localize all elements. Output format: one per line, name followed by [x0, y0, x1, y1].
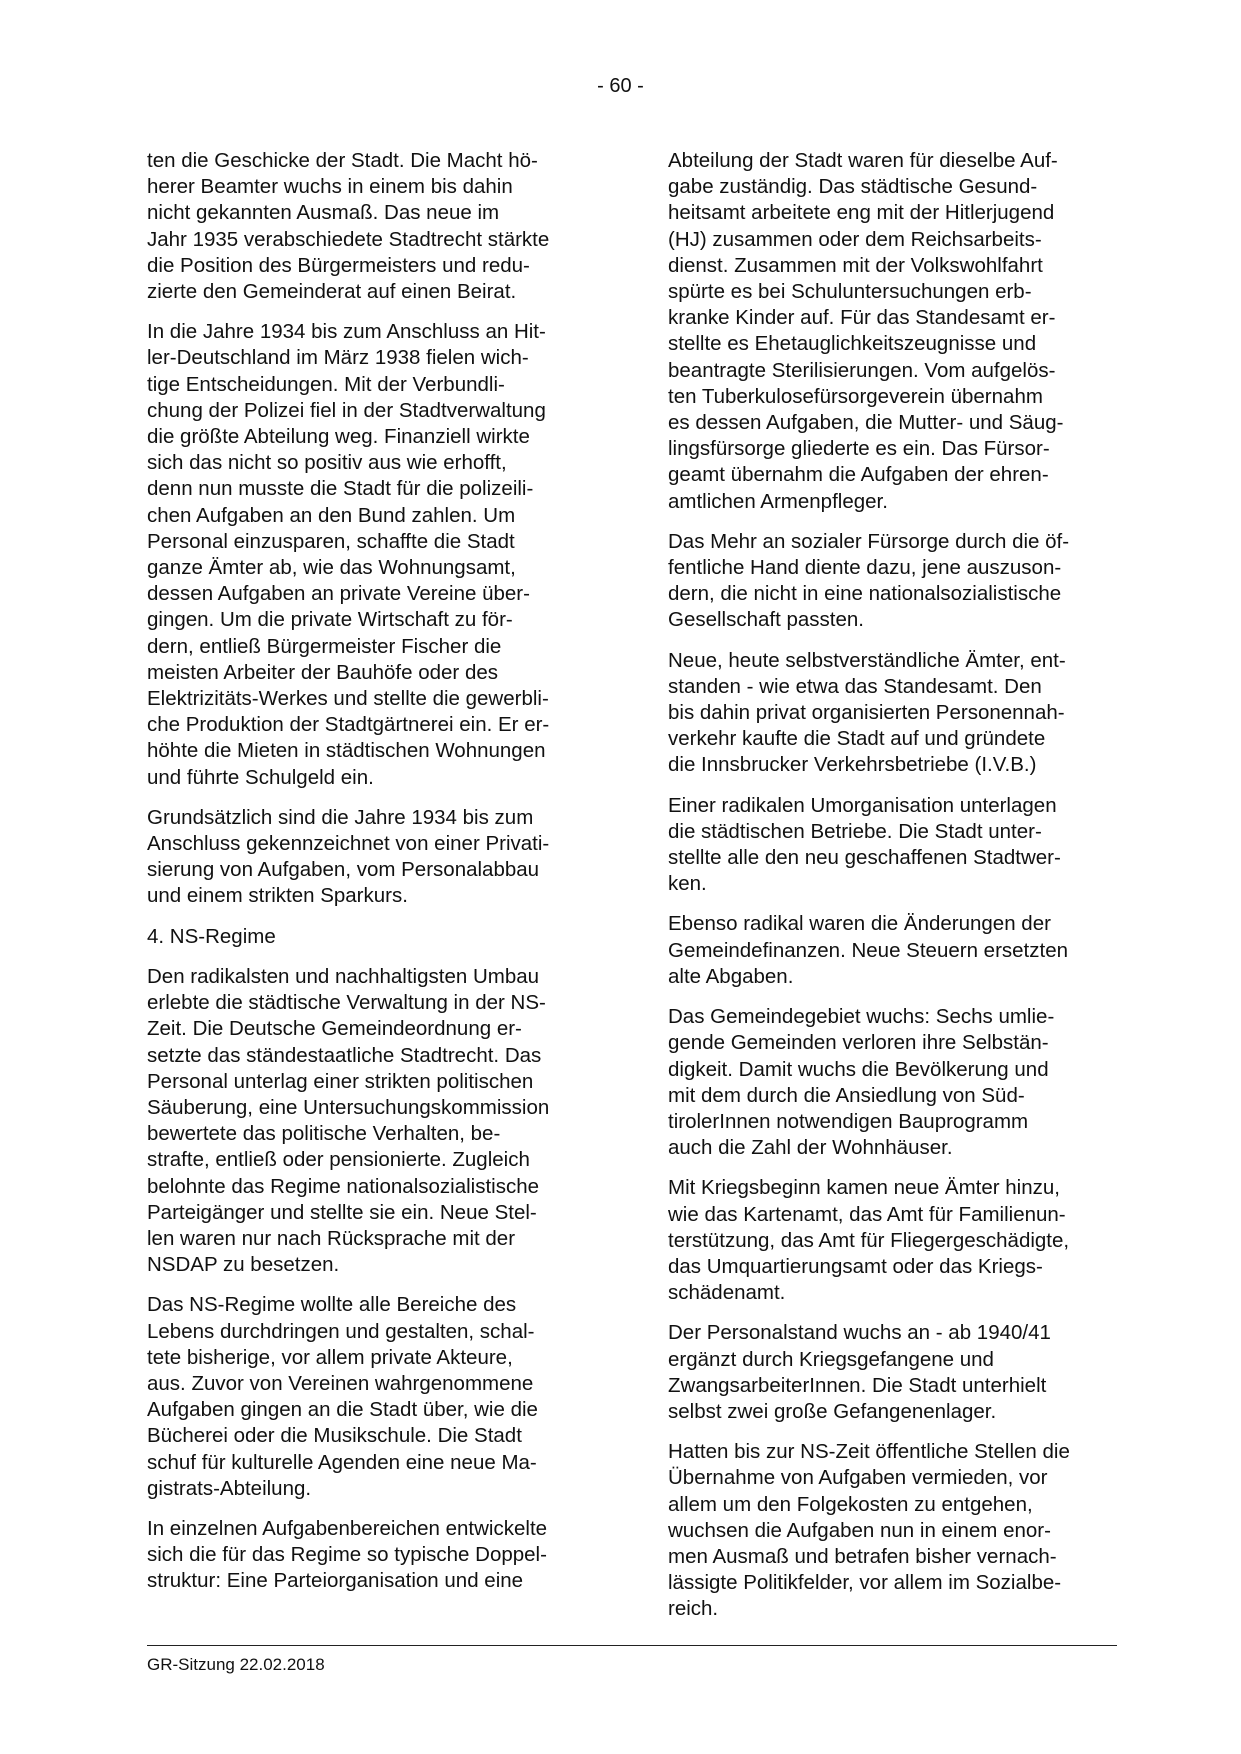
text-line: und einem strikten Sparkurs.: [147, 884, 408, 908]
paragraph: [147, 924, 609, 950]
text-line: die Innsbrucker Verkehrsbetriebe (I.V.B.): [668, 753, 1037, 777]
text-line: Bücherei oder die Musikschule. Die Stadt: [147, 1424, 522, 1448]
text-line: dern, entließ Bürgermeister Fischer die: [147, 634, 502, 658]
text-line: tirolerInnen notwendigen Bauprogramm: [668, 1109, 1029, 1133]
text-line: dessen Aufgaben an private Vereine über-: [147, 582, 530, 606]
text-line: fentliche Hand diente dazu, jene auszuson-: [668, 556, 1062, 580]
text-line: höhte die Mieten in städtischen Wohnungen: [147, 739, 546, 763]
text-line: Einer radikalen Umorganisation unterlagen: [668, 793, 1057, 817]
text-line: belohnte das Regime nationalsozialistische: [147, 1174, 540, 1198]
text-line: chung der Polizei fiel in der Stadtverwaltung: [147, 398, 546, 422]
text-line: len waren nur nach Rücksprache mit der: [147, 1226, 516, 1250]
text-line: 4. NS-Regime: [147, 924, 276, 948]
text-line: es dessen Aufgaben, die Mutter- und Säug-: [668, 411, 1064, 435]
text-line: herer Beamter wuchs in einem bis dahin: [147, 175, 513, 199]
text-line: NSDAP zu besetzen.: [147, 1253, 340, 1277]
text-line: reich.: [668, 1597, 719, 1621]
text-line: sich die für das Regime so typische Doppel-: [147, 1543, 547, 1567]
text-line: che Produktion der Stadtgärtnerei ein. Er er-: [147, 713, 550, 737]
text-line: die Position des Bürgermeisters und redu-: [147, 253, 530, 277]
paragraph: [668, 529, 1130, 634]
text-line: kranke Kinder auf. Für das Standesamt er-: [668, 306, 1056, 330]
text-line: nicht gekannten Ausmaß. Das neue im: [147, 201, 500, 225]
text-line: Gesellschaft passten.: [668, 608, 864, 632]
paragraph: [147, 1516, 609, 1595]
text-line: ken.: [668, 872, 707, 896]
text-line: die größte Abteilung weg. Finanziell wirkte: [147, 425, 530, 449]
text-line: Der Personalstand wuchs an - ab 1940/41: [668, 1321, 1051, 1345]
paragraph: [668, 1439, 1130, 1622]
text-line: Den radikalsten und nachhaltigsten Umbau: [147, 964, 540, 988]
text-line: sierung von Aufgaben, vom Personalabbau: [147, 858, 540, 882]
text-line: Personal unterlag einer strikten politischen: [147, 1069, 534, 1093]
text-line: bis dahin privat organisierten Personennah-: [668, 701, 1065, 725]
text-line: Übernahme von Aufgaben vermieden, vor: [668, 1466, 1048, 1490]
text-line: standen - wie etwa das Standesamt. Den: [668, 674, 1042, 698]
text-line: men Ausmaß und betrafen bisher vernach-: [668, 1544, 1057, 1568]
text-line: tige Entscheidungen. Mit der Verbundli-: [147, 372, 505, 396]
text-line: das Umquartierungsamt oder das Kriegs-: [668, 1254, 1043, 1278]
text-line: Aufgaben gingen an die Stadt über, wie die: [147, 1398, 538, 1422]
paragraph: [668, 648, 1130, 779]
paragraph: [147, 319, 609, 791]
text-line: Zeit. Die Deutsche Gemeindeordnung er-: [147, 1017, 522, 1041]
text-line: verkehr kaufte die Stadt auf und gründete: [668, 727, 1046, 751]
text-line: Das Mehr an sozialer Fürsorge durch die öf-: [668, 529, 1070, 553]
text-line: und führte Schulgeld ein.: [147, 765, 374, 789]
text-line: ten die Geschicke der Stadt. Die Macht hö-: [147, 149, 538, 172]
text-line: In die Jahre 1934 bis zum Anschluss an Hit-: [147, 320, 546, 344]
text-line: selbst zwei große Gefangenenlager.: [668, 1399, 997, 1423]
text-line: mit dem durch die Ansiedlung von Süd-: [668, 1083, 1025, 1107]
text-line: lingsfürsorge gliederte es ein. Das Fürsor-: [668, 437, 1050, 461]
text-line: stellte alle den neu geschaffenen Stadtwer-: [668, 846, 1061, 870]
text-line: Hatten bis zur NS-Zeit öffentliche Stellen die: [668, 1440, 1070, 1464]
text-line: gingen. Um die private Wirtschaft zu för-: [147, 608, 513, 632]
text-line: auch die Zahl der Wohnhäuser.: [668, 1136, 953, 1160]
text-line: Mit Kriegsbeginn kamen neue Ämter hinzu,: [668, 1176, 1060, 1200]
text-line: dern, die nicht in eine nationalsozialistische: [668, 582, 1062, 606]
text-line: Das NS-Regime wollte alle Bereiche des: [147, 1293, 517, 1317]
footer-text: GR-Sitzung 22.02.2018: [147, 1655, 325, 1674]
paragraph: [147, 805, 609, 910]
text-line: Grundsätzlich sind die Jahre 1934 bis zum: [147, 805, 534, 829]
right-column: [668, 148, 1130, 1637]
text-line: zierte den Gemeinderat auf einen Beirat.: [147, 280, 517, 304]
paragraph: [147, 1292, 609, 1502]
text-line: gistrats-Abteilung.: [147, 1476, 312, 1500]
text-line: Gemeindefinanzen. Neue Steuern ersetzten: [668, 938, 1069, 962]
text-line: ler-Deutschland im März 1938 fielen wich-: [147, 346, 529, 370]
text-line: ZwangsarbeiterInnen. Die Stadt unterhielt: [668, 1373, 1047, 1397]
text-line: Personal einzusparen, schaffte die Stadt: [147, 529, 515, 553]
text-line: geamt übernahm die Aufgaben der ehren-: [668, 463, 1049, 487]
text-line: alte Abgaben.: [668, 964, 794, 988]
left-column: [147, 148, 609, 1609]
text-line: ganze Ämter ab, wie das Wohnungsamt,: [147, 556, 516, 580]
footer-divider: [147, 1645, 1117, 1646]
text-line: struktur: Eine Parteiorganisation und eine: [147, 1569, 524, 1593]
text-line: tete bisherige, vor allem private Akteure,: [147, 1345, 513, 1369]
paragraph: [668, 148, 1130, 515]
text-line: gende Gemeinden verloren ihre Selbstän-: [668, 1031, 1049, 1055]
paragraph: [668, 1175, 1130, 1306]
paragraph: [147, 148, 609, 305]
text-line: meisten Arbeiter der Bauhöfe oder des: [147, 660, 498, 684]
text-line: sich das nicht so positiv aus wie erhofft,: [147, 451, 507, 475]
text-line: stellte es Ehetauglichkeitszeugnisse und: [668, 332, 1037, 356]
text-line: Anschluss gekennzeichnet von einer Privati-: [147, 832, 550, 856]
text-line: chen Aufgaben an den Bund zahlen. Um: [147, 503, 516, 527]
text-line: dienst. Zusammen mit der Volkswohlfahrt: [668, 253, 1043, 277]
paragraph: [668, 911, 1130, 990]
text-line: wuchsen die Aufgaben nun in einem enor-: [668, 1518, 1051, 1542]
text-line: erlebte die städtische Verwaltung in der NS-: [147, 991, 546, 1015]
text-line: gabe zuständig. Das städtische Gesund-: [668, 175, 1038, 199]
text-line: strafte, entließ oder pensionierte. Zugleich: [147, 1148, 530, 1172]
text-line: bewertete das politische Verhalten, be-: [147, 1122, 501, 1146]
page-number: - 60 -: [597, 75, 644, 97]
text-line: Das Gemeindegebiet wuchs: Sechs umlie-: [668, 1005, 1055, 1029]
text-line: Abteilung der Stadt waren für dieselbe Auf-: [668, 149, 1058, 172]
text-line: heitsamt arbeitete eng mit der Hitlerjugend: [668, 201, 1055, 225]
text-line: wie das Kartenamt, das Amt für Familienun-: [668, 1202, 1066, 1226]
text-line: Säuberung, eine Untersuchungskommission: [147, 1095, 550, 1119]
text-line: Elektrizitäts-Werkes und stellte die gewerbli-: [147, 687, 549, 711]
text-line: Jahr 1935 verabschiedete Stadtrecht stärkte: [147, 227, 550, 251]
text-line: denn nun musste die Stadt für die polizeili-: [147, 477, 534, 501]
text-line: aus. Zuvor von Vereinen wahrgenommene: [147, 1371, 534, 1395]
text-line: Parteigänger und stellte sie ein. Neue Stel-: [147, 1200, 537, 1224]
text-line: setzte das ständestaatliche Stadtrecht. Das: [147, 1043, 542, 1067]
text-line: beantragte Sterilisierungen. Vom aufgelös-: [668, 358, 1056, 382]
text-line: digkeit. Damit wuchs die Bevölkerung und: [668, 1057, 1049, 1081]
text-line: terstützung, das Amt für Fliegergeschädigte,: [668, 1228, 1070, 1252]
text-line: In einzelnen Aufgabenbereichen entwickelte: [147, 1516, 548, 1540]
text-line: allem um den Folgekosten zu entgehen,: [668, 1492, 1033, 1516]
text-line: Neue, heute selbstverständliche Ämter, ent-: [668, 648, 1066, 672]
text-line: lässigte Politikfelder, vor allem im Sozialbe-: [668, 1571, 1062, 1595]
text-line: Ebenso radikal waren die Änderungen der: [668, 912, 1051, 936]
text-line: ergänzt durch Kriegsgefangene und: [668, 1347, 994, 1371]
text-line: spürte es bei Schuluntersuchungen erb-: [668, 280, 1032, 304]
text-line: (HJ) zusammen oder dem Reichsarbeits-: [668, 227, 1042, 251]
text-line: ten Tuberkulosefürsorgeverein übernahm: [668, 384, 1043, 408]
paragraph: [668, 793, 1130, 898]
text-line: Lebens durchdringen und gestalten, schal-: [147, 1319, 535, 1343]
text-line: die städtischen Betriebe. Die Stadt unter-: [668, 819, 1042, 843]
paragraph: [668, 1004, 1130, 1161]
paragraph: [668, 1320, 1130, 1425]
text-line: schädenamt.: [668, 1281, 786, 1305]
text-line: schuf für kulturelle Agenden eine neue Ma-: [147, 1450, 537, 1474]
text-line: amtlichen Armenpfleger.: [668, 489, 888, 513]
paragraph: [147, 964, 609, 1278]
